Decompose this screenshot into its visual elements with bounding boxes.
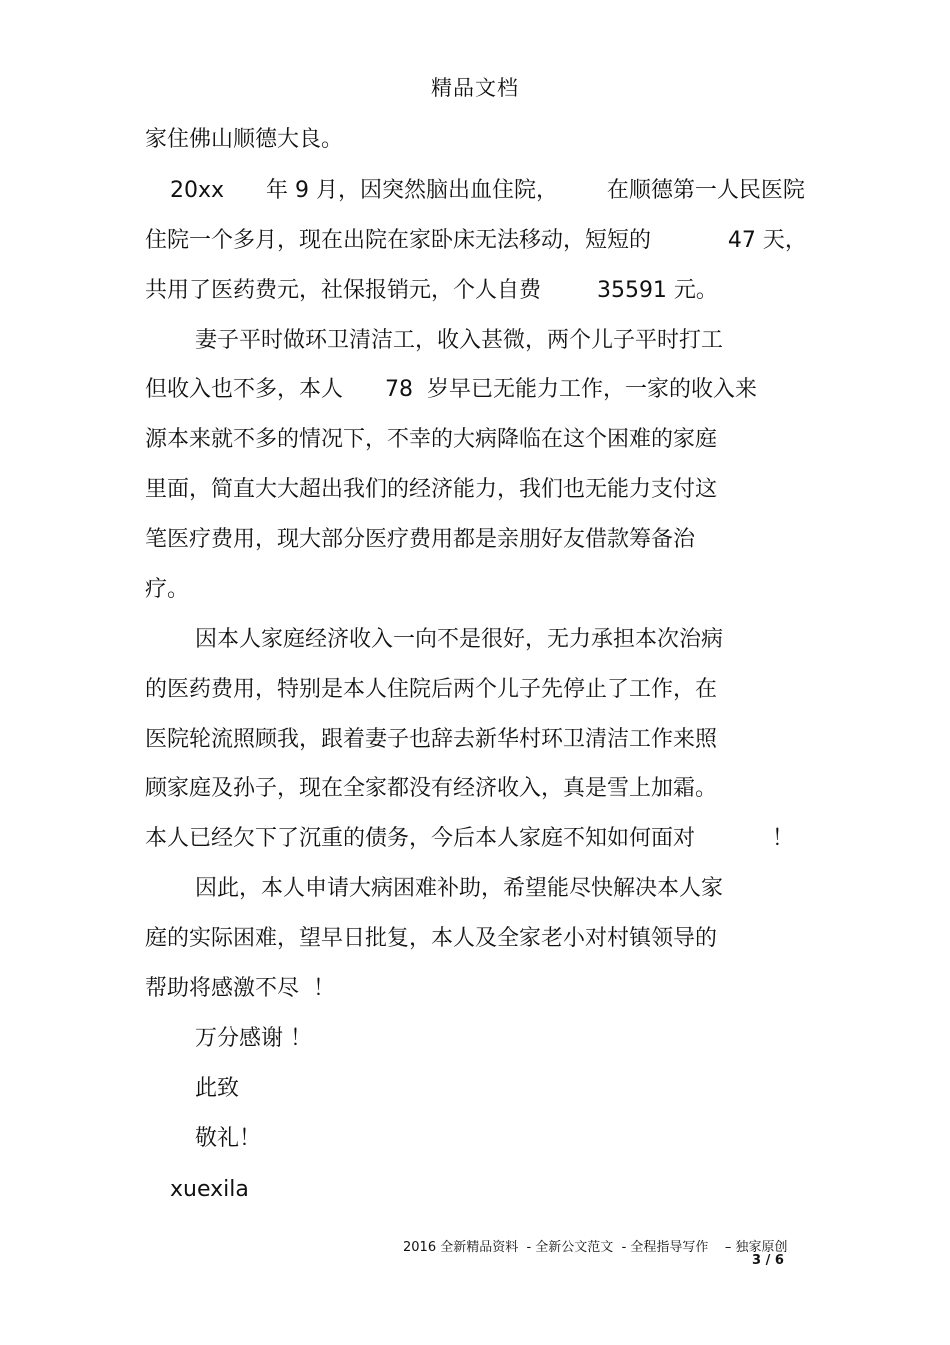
text-line: 顾家庭及孙子，现在全家都没有经济收入，真是雪上加霜。	[145, 776, 718, 801]
text-line: xuexila	[170, 1177, 249, 1202]
text-line: 因本人家庭经济收入一向不是很好，无力承担本次治病	[195, 627, 724, 652]
footer-text: 2016 全新精品资料 - 全新公文范文 - 全程指导写作 – 独家原创	[403, 1240, 788, 1255]
text-line: 疗。	[145, 577, 190, 602]
text-line: 此致	[195, 1076, 240, 1101]
text-line: 20xx 年 9 月，因突然脑出血住院， 在顺德第一人民医院	[170, 178, 805, 203]
text-line: 源本来就不多的情况下，不幸的大病降临在这个困难的家庭	[145, 427, 718, 452]
text-line: 庭的实际困难，望早日批复，本人及全家老小对村镇领导的	[145, 926, 718, 951]
text-line: 笔医疗费用，现大部分医疗费用都是亲朋好友借款筹备治	[145, 527, 696, 552]
text-line: 共用了医药费元，社保报销元，个人自费 35591 元。	[145, 278, 718, 303]
text-line: 敬礼！	[195, 1126, 262, 1151]
text-line: 但收入也不多，本人 78 岁早已无能力工作，一家的收入来	[145, 377, 757, 402]
text-line: 万分感谢 ！	[195, 1026, 312, 1051]
text-line: 医院轮流照顾我，跟着妻子也辞去新华村环卫清洁工作来照	[145, 727, 718, 752]
text-line: 里面，简直大大超出我们的经济能力，我们也无能力支付这	[145, 477, 718, 502]
text-line: 的医药费用，特别是本人住院后两个儿子先停止了工作，在	[145, 677, 718, 702]
text-line: 家住佛山顺德大良。	[145, 127, 344, 152]
text-line: 因此，本人申请大病困难补助，希望能尽快解决本人家	[195, 876, 724, 901]
text-line: 本人已经欠下了沉重的债务，今后本人家庭不知如何面对 ！	[145, 826, 794, 851]
text-line: 妻子平时做环卫清洁工，收入甚微，两个儿子平时打工	[195, 328, 724, 353]
text-line: 帮助将感激不尽 ！	[145, 976, 335, 1001]
text-line: 住院一个多月，现在出院在家卧床无法移动，短短的 47 天，	[145, 228, 807, 253]
page-header: 精品文档	[431, 76, 519, 100]
page-number: 3 / 6	[752, 1253, 784, 1268]
